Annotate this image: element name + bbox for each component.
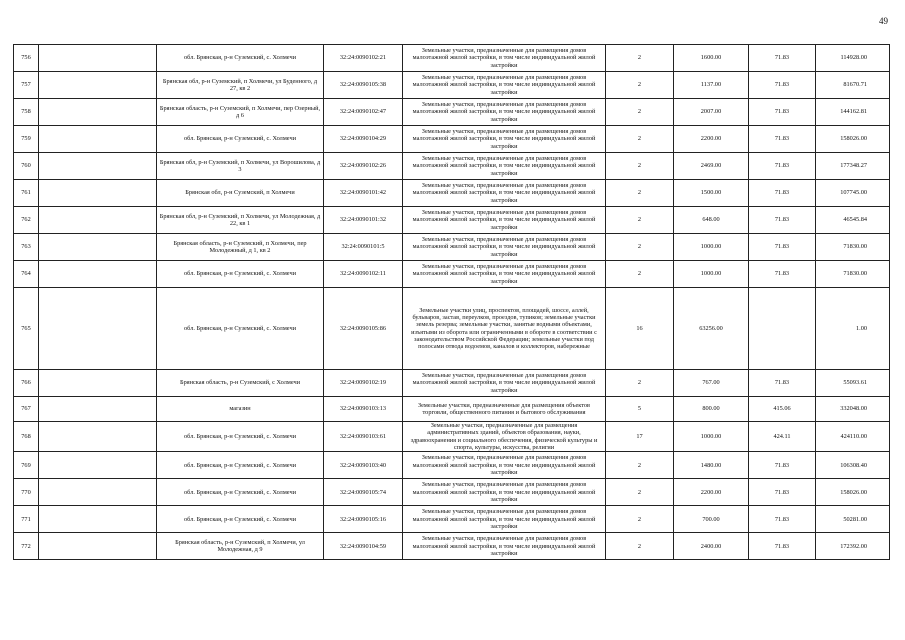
cadastral-number-cell: 32:24:0090102:26 — [324, 153, 403, 180]
registry-body — [14, 45, 890, 560]
row-number: 761 — [14, 180, 39, 207]
cadastral-number-cell: 32:24:0090105:38 — [324, 72, 403, 99]
group-cell: 2 — [606, 234, 674, 261]
area-cell: 2200.00 — [674, 479, 749, 506]
empty-cell — [39, 506, 157, 533]
cadastral-number-cell: 32:24:0090103:40 — [324, 452, 403, 479]
cadastral-number-cell: 32:24:0090102:47 — [324, 99, 403, 126]
group-cell: 2 — [606, 45, 674, 72]
empty-cell — [39, 180, 157, 207]
table-row — [14, 126, 890, 153]
row-number: 758 — [14, 99, 39, 126]
rate-cell: 415.06 — [749, 397, 816, 422]
land-use-cell: Земельные участки, предназначенные для размещения домов малоэтажной жилой застройки, в том числе индивидуальной жилой застройки — [403, 72, 606, 99]
table-row — [14, 99, 890, 126]
area-cell: 2469.00 — [674, 153, 749, 180]
address-cell: обл. Брянская, р-н Суземский, с. Холмечи — [157, 288, 324, 370]
area-cell: 2400.00 — [674, 533, 749, 560]
address-cell: Брянская область, р-н Суземский, п Холмечи, пер Озерный, д 6 — [157, 99, 324, 126]
cadastral-value-cell: 55093.61 — [816, 370, 890, 397]
cadastral-value-cell: 424110.00 — [816, 422, 890, 452]
rate-cell: 71.83 — [749, 533, 816, 560]
land-use-cell: Земельные участки, предназначенные для размещения домов малоэтажной жилой застройки, в том числе индивидуальной жилой застройки — [403, 45, 606, 72]
area-cell: 767.00 — [674, 370, 749, 397]
rate-cell: 71.83 — [749, 261, 816, 288]
land-use-cell: Земельные участки, предназначенные для размещения домов малоэтажной жилой застройки, в том числе индивидуальной жилой застройки — [403, 452, 606, 479]
group-cell: 2 — [606, 479, 674, 506]
empty-cell — [39, 370, 157, 397]
group-cell: 2 — [606, 207, 674, 234]
cadastral-value-cell: 158026.00 — [816, 126, 890, 153]
address-cell: Брянская обл, р-н Суземский, п Холмечи — [157, 180, 324, 207]
row-number: 770 — [14, 479, 39, 506]
cadastral-value-cell: 71830.00 — [816, 261, 890, 288]
rate-cell: 71.83 — [749, 370, 816, 397]
rate-cell: 71.83 — [749, 234, 816, 261]
land-use-cell: Земельные участки, предназначенные для размещения домов малоэтажной жилой застройки, в том числе индивидуальной жилой застройки — [403, 126, 606, 153]
land-use-cell: Земельные участки, предназначенные для размещения домов малоэтажной жилой застройки, в том числе индивидуальной жилой застройки — [403, 99, 606, 126]
cadastral-value-cell: 50281.00 — [816, 506, 890, 533]
empty-cell — [39, 234, 157, 261]
group-cell: 5 — [606, 397, 674, 422]
group-cell: 2 — [606, 533, 674, 560]
empty-cell — [39, 479, 157, 506]
rate-cell: 71.83 — [749, 72, 816, 99]
address-cell: Брянская обл, р-н Суземский, п Холмечи, ул Молодежная, д 22, кв 1 — [157, 207, 324, 234]
row-number: 763 — [14, 234, 39, 261]
land-use-cell: Земельные участки, предназначенные для размещения объектов торговли, общественного питания и бытового обслуживания — [403, 397, 606, 422]
row-number: 759 — [14, 126, 39, 153]
table-row — [14, 45, 890, 72]
cadastral-number-cell: 32:24:0090102:21 — [324, 45, 403, 72]
area-cell: 1000.00 — [674, 422, 749, 452]
area-cell: 63256.00 — [674, 288, 749, 370]
address-cell: обл. Брянская, р-н Суземский, с. Холмечи — [157, 452, 324, 479]
empty-cell — [39, 397, 157, 422]
table-row — [14, 234, 890, 261]
address-cell: магазин — [157, 397, 324, 422]
land-plot-registry-table — [13, 44, 890, 560]
table-row — [14, 153, 890, 180]
table-row — [14, 479, 890, 506]
table-row — [14, 207, 890, 234]
group-cell: 2 — [606, 261, 674, 288]
area-cell: 700.00 — [674, 506, 749, 533]
address-cell: обл. Брянская, р-н Суземский, с. Холмечи — [157, 422, 324, 452]
cadastral-value-cell: 1.00 — [816, 288, 890, 370]
empty-cell — [39, 422, 157, 452]
cadastral-value-cell: 71830.00 — [816, 234, 890, 261]
table-row — [14, 370, 890, 397]
cadastral-value-cell: 107745.00 — [816, 180, 890, 207]
land-use-cell: Земельные участки, предназначенные для размещения домов малоэтажной жилой застройки, в том числе индивидуальной жилой застройки — [403, 153, 606, 180]
table-row — [14, 452, 890, 479]
cadastral-value-cell: 81670.71 — [816, 72, 890, 99]
cadastral-number-cell: 32:24:0090105:16 — [324, 506, 403, 533]
land-use-cell: Земельные участки, предназначенные для размещения административных зданий, объектов образования, науки, здравоохранения и социального обеспечения, физической культуры и спорта, культуры, искусства, религии — [403, 422, 606, 452]
area-cell: 2007.00 — [674, 99, 749, 126]
rate-cell: 71.83 — [749, 506, 816, 533]
area-cell: 1600.00 — [674, 45, 749, 72]
area-cell: 1500.00 — [674, 180, 749, 207]
address-cell: обл. Брянская, р-н Суземский, с. Холмечи — [157, 479, 324, 506]
cadastral-number-cell: 32:24:0090103:61 — [324, 422, 403, 452]
address-cell: Брянская область, р-н Суземский, п Холмечи, ул Молодежная, д 9 — [157, 533, 324, 560]
land-use-cell: Земельные участки, предназначенные для размещения домов малоэтажной жилой застройки, в том числе индивидуальной жилой застройки — [403, 506, 606, 533]
land-use-cell: Земельные участки, предназначенные для размещения домов малоэтажной жилой застройки, в том числе индивидуальной жилой застройки — [403, 533, 606, 560]
group-cell: 2 — [606, 452, 674, 479]
group-cell: 16 — [606, 288, 674, 370]
group-cell: 2 — [606, 126, 674, 153]
cadastral-value-cell: 46545.84 — [816, 207, 890, 234]
address-cell: обл. Брянская, р-н Суземский, с. Холмечи — [157, 126, 324, 153]
rate-cell: 71.83 — [749, 153, 816, 180]
empty-cell — [39, 72, 157, 99]
row-number: 764 — [14, 261, 39, 288]
rate-cell: 71.83 — [749, 452, 816, 479]
cadastral-value-cell: 177348.27 — [816, 153, 890, 180]
empty-cell — [39, 207, 157, 234]
group-cell: 2 — [606, 506, 674, 533]
rate-cell — [749, 288, 816, 370]
empty-cell — [39, 452, 157, 479]
land-use-cell: Земельные участки, предназначенные для размещения домов малоэтажной жилой застройки, в том числе индивидуальной жилой застройки — [403, 234, 606, 261]
cadastral-number-cell: 32:24:0090101:32 — [324, 207, 403, 234]
empty-cell — [39, 533, 157, 560]
group-cell: 2 — [606, 370, 674, 397]
cadastral-number-cell: 32:24:0090105:86 — [324, 288, 403, 370]
address-cell: Брянская обл, р-н Суземский, п Холмечи, ул Буденного, д 27, кв 2 — [157, 72, 324, 99]
empty-cell — [39, 153, 157, 180]
group-cell: 17 — [606, 422, 674, 452]
table-row — [14, 288, 890, 370]
page-number: 49 — [879, 16, 888, 26]
cadastral-number-cell: 32:24:0090105:74 — [324, 479, 403, 506]
area-cell: 1000.00 — [674, 261, 749, 288]
area-cell: 800.00 — [674, 397, 749, 422]
row-number: 768 — [14, 422, 39, 452]
land-use-cell: Земельные участки, предназначенные для размещения домов малоэтажной жилой застройки, в том числе индивидуальной жилой застройки — [403, 370, 606, 397]
area-cell: 1480.00 — [674, 452, 749, 479]
empty-cell — [39, 45, 157, 72]
table-row — [14, 397, 890, 422]
rate-cell: 71.83 — [749, 180, 816, 207]
table-row — [14, 261, 890, 288]
rate-cell: 71.83 — [749, 99, 816, 126]
address-cell: обл. Брянская, р-н Суземский, с. Холмечи — [157, 261, 324, 288]
row-number: 769 — [14, 452, 39, 479]
table-row — [14, 533, 890, 560]
row-number: 767 — [14, 397, 39, 422]
cadastral-value-cell: 144162.81 — [816, 99, 890, 126]
table-row — [14, 72, 890, 99]
cadastral-value-cell: 172392.00 — [816, 533, 890, 560]
rate-cell: 71.83 — [749, 45, 816, 72]
land-use-cell: Земельные участки улиц, проспектов, площадей, шоссе, аллей, бульваров, застав, переулков, проездов, тупиков; земельные участки земель резерва; земельные участки, занятые водными объектами, изъятыми из оборота или ограниченными в обороте в соответствии с законодательством Российской Федерации; земельные участки под полосами отвода водоемов, каналов и коллекторов, набережные — [403, 288, 606, 370]
table-row — [14, 422, 890, 452]
address-cell: Брянская область, р-н Суземский, с Холмечи — [157, 370, 324, 397]
empty-cell — [39, 288, 157, 370]
address-cell: Брянская область, р-н Суземский, п Холмечи, пер Молодежный, д 1, кв 2 — [157, 234, 324, 261]
row-number: 766 — [14, 370, 39, 397]
land-use-cell: Земельные участки, предназначенные для размещения домов малоэтажной жилой застройки, в том числе индивидуальной жилой застройки — [403, 207, 606, 234]
cadastral-value-cell: 114928.00 — [816, 45, 890, 72]
row-number: 772 — [14, 533, 39, 560]
cadastral-value-cell: 332048.00 — [816, 397, 890, 422]
cadastral-number-cell: 32:24:0090104:29 — [324, 126, 403, 153]
address-cell: обл. Брянская, р-н Суземский, с. Холмечи — [157, 45, 324, 72]
group-cell: 2 — [606, 72, 674, 99]
land-use-cell: Земельные участки, предназначенные для размещения домов малоэтажной жилой застройки, в том числе индивидуальной жилой застройки — [403, 180, 606, 207]
cadastral-number-cell: 32:24:0090101:42 — [324, 180, 403, 207]
group-cell: 2 — [606, 180, 674, 207]
empty-cell — [39, 126, 157, 153]
row-number: 760 — [14, 153, 39, 180]
group-cell: 2 — [606, 153, 674, 180]
row-number: 771 — [14, 506, 39, 533]
empty-cell — [39, 261, 157, 288]
address-cell: обл. Брянская, р-н Суземский, с. Холмечи — [157, 506, 324, 533]
cadastral-number-cell: 32:24:0090103:13 — [324, 397, 403, 422]
rate-cell: 71.83 — [749, 479, 816, 506]
row-number: 757 — [14, 72, 39, 99]
cadastral-number-cell: 32:24:0090102:19 — [324, 370, 403, 397]
land-use-cell: Земельные участки, предназначенные для размещения домов малоэтажной жилой застройки, в том числе индивидуальной жилой застройки — [403, 261, 606, 288]
cadastral-number-cell: 32:24:0090101:5 — [324, 234, 403, 261]
land-use-cell: Земельные участки, предназначенные для размещения домов малоэтажной жилой застройки, в том числе индивидуальной жилой застройки — [403, 479, 606, 506]
area-cell: 1000.00 — [674, 234, 749, 261]
group-cell: 2 — [606, 99, 674, 126]
area-cell: 1137.00 — [674, 72, 749, 99]
row-number: 765 — [14, 288, 39, 370]
row-number: 756 — [14, 45, 39, 72]
area-cell: 2200.00 — [674, 126, 749, 153]
rate-cell: 71.83 — [749, 207, 816, 234]
rate-cell: 71.83 — [749, 126, 816, 153]
rate-cell: 424.11 — [749, 422, 816, 452]
cadastral-number-cell: 32:24:0090104:59 — [324, 533, 403, 560]
cadastral-value-cell: 106308.40 — [816, 452, 890, 479]
table-row — [14, 506, 890, 533]
cadastral-number-cell: 32:24:0090102:11 — [324, 261, 403, 288]
row-number: 762 — [14, 207, 39, 234]
area-cell: 648.00 — [674, 207, 749, 234]
cadastral-value-cell: 158026.00 — [816, 479, 890, 506]
table-row — [14, 180, 890, 207]
empty-cell — [39, 99, 157, 126]
address-cell: Брянская обл, р-н Суземский, п Холмечи, ул Ворошилова, д 3 — [157, 153, 324, 180]
